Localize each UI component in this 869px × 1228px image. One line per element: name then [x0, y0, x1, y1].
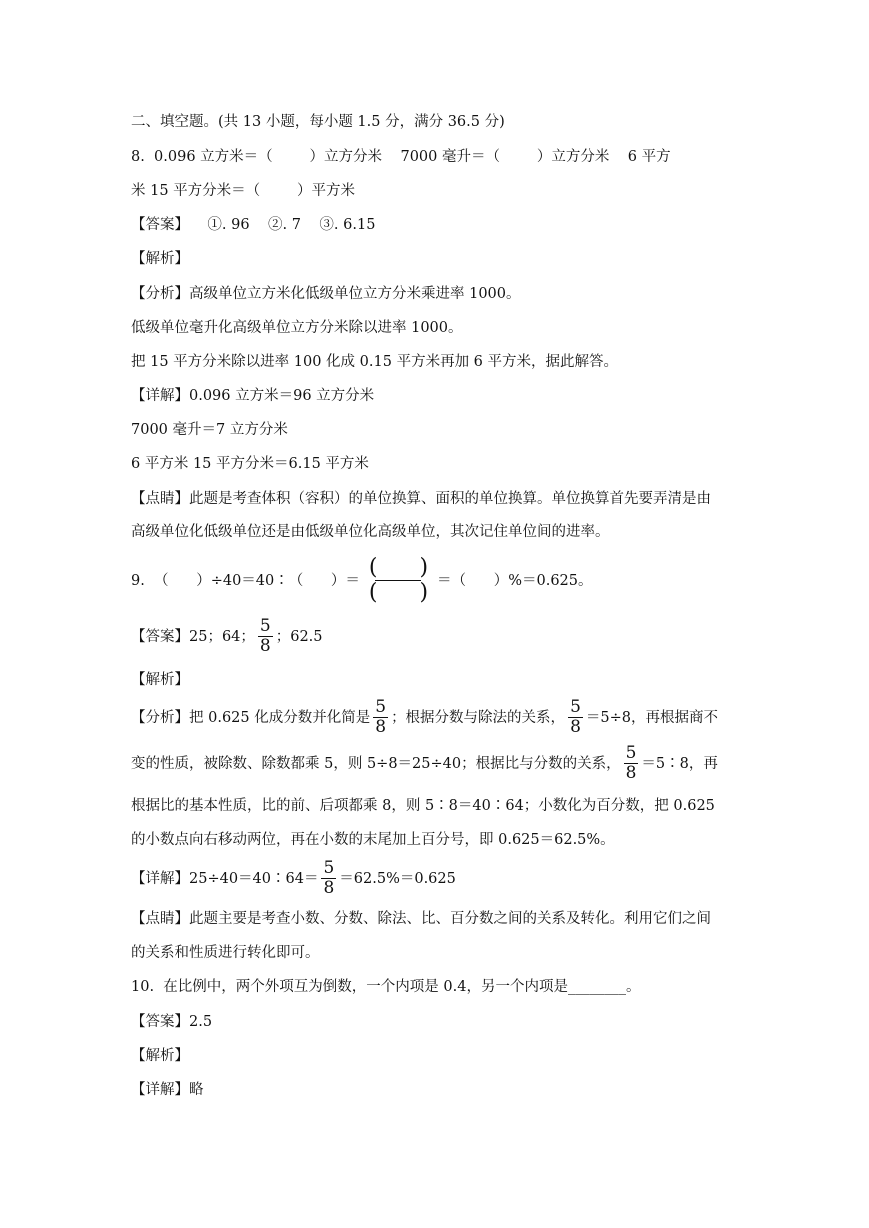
q10-answer: 【答案】2.5	[131, 1014, 213, 1030]
q8-fenxi-line3: 把 15 平方分米除以进率 100 化成 0.15 平方米再加 6 平方米，据此解答。	[131, 354, 619, 370]
q9-blank-numerator: ( )	[368, 555, 429, 580]
q8-xiangjie-line3: 6 平方米 15 平方分米＝6.15 平方米	[131, 456, 369, 472]
q9-xiangjie	[131, 859, 456, 898]
q9-question-part-b: ＝（ ）%＝0.625。	[437, 572, 593, 589]
fraction-denominator: 8	[375, 717, 387, 737]
fraction-5-8	[321, 859, 336, 898]
fraction-5-8	[258, 617, 273, 656]
q8-dianjing-line2: 高级单位化低级单位还是由低级单位化高级单位，其次记住单位间的进率。	[131, 524, 610, 540]
q9-fenxi-line3: 根据比的基本性质，比的前、后项都乘 8，则 5∶8＝40∶64；小数化为百分数，把 0.625	[131, 798, 715, 814]
q10-jiexi-label: 【解析】	[131, 1048, 189, 1064]
fraction-numerator: 5	[625, 743, 637, 763]
q8-answer: 【答案】 ①. 96 ②. 7 ③. 6.15	[131, 217, 376, 233]
q9-answer-part-a: 【答案】25；64；	[131, 628, 255, 645]
fraction-denominator: 8	[259, 636, 271, 656]
q9-fenxi1-part-a: 【分析】把 0.625 化成分数并化简是	[131, 709, 371, 726]
q9-answer-part-b: ；62.5	[275, 628, 323, 645]
q9-blank-denominator: ( )	[368, 580, 429, 605]
q9-fenxi2-part-b: ＝5∶8，再	[641, 755, 718, 772]
section-title: 二、填空题。(共 13 小题，每小题 1.5 分，满分 36.5 分)	[131, 114, 505, 130]
q8-fenxi-line2: 低级单位毫升化高级单位立方分米除以进率 1000。	[131, 320, 463, 336]
q8-xiangjie-line2: 7000 毫升＝7 立方分米	[131, 422, 288, 438]
fraction-denominator: 8	[625, 763, 637, 783]
q9-fenxi1-part-b: ；根据分数与除法的关系，	[391, 709, 566, 726]
q9-fenxi-line2	[131, 744, 718, 783]
q9-question	[131, 556, 593, 605]
q10-question: 10. 在比例中，两个外项互为倒数，一个内项是 0.4，另一个内项是________。	[131, 979, 641, 995]
fraction-numerator: 5	[323, 858, 335, 878]
q9-blank-fraction	[363, 556, 434, 605]
q8-dianjing-line1: 【点睛】此题是考查体积（容积）的单位换算、面积的单位换算。单位换算首先要弄清是由	[131, 491, 711, 507]
q9-fenxi1-part-c: ＝5÷8，再根据商不	[585, 709, 718, 726]
q9-question-part-a: 9. （ ）÷40＝40∶（ ）＝	[131, 572, 360, 589]
q8-fenxi-line1: 【分析】高级单位立方米化低级单位立方分米乘进率 1000。	[131, 286, 521, 302]
q10-xiangjie: 【详解】略	[131, 1082, 204, 1098]
fraction-numerator: 5	[259, 616, 271, 636]
q9-jiexi-label: 【解析】	[131, 672, 189, 688]
q8-xiangjie-line1: 【详解】0.096 立方米＝96 立方分米	[131, 388, 375, 404]
q8-question-line2: 米 15 平方分米＝（ ）平方米	[131, 183, 356, 199]
q9-fenxi-line4: 的小数点向右移动两位，再在小数的末尾加上百分号，即 0.625＝62.5%。	[131, 832, 615, 848]
q9-dianjing-line2: 的关系和性质进行转化即可。	[131, 945, 320, 961]
q9-fenxi2-part-a: 变的性质，被除数、除数都乘 5，则 5÷8＝25÷40；根据比与分数的关系，	[131, 755, 621, 772]
fraction-5-8	[624, 744, 639, 783]
q9-xiangjie-part-a: 【详解】25÷40＝40∶64＝	[131, 870, 319, 887]
q9-fenxi-line1	[131, 698, 718, 737]
fraction-5-8	[568, 698, 583, 737]
fraction-denominator: 8	[570, 717, 581, 737]
fraction-numerator: 5	[375, 697, 387, 717]
q9-xiangjie-part-b: ＝62.5%＝0.625	[339, 870, 456, 887]
fraction-5-8	[373, 698, 388, 737]
fraction-denominator: 8	[323, 878, 335, 898]
q8-jiexi-label: 【解析】	[131, 251, 189, 267]
q9-answer	[131, 617, 323, 656]
q8-question-line1: 8. 0.096 立方米＝（ ）立方分米 7000 毫升＝（ ）立方分米 6 平方	[131, 149, 671, 165]
q9-dianjing-line1: 【点睛】此题主要是考查小数、分数、除法、比、百分数之间的关系及转化。利用它们之间	[131, 911, 711, 927]
fraction-numerator: 5	[570, 697, 581, 717]
